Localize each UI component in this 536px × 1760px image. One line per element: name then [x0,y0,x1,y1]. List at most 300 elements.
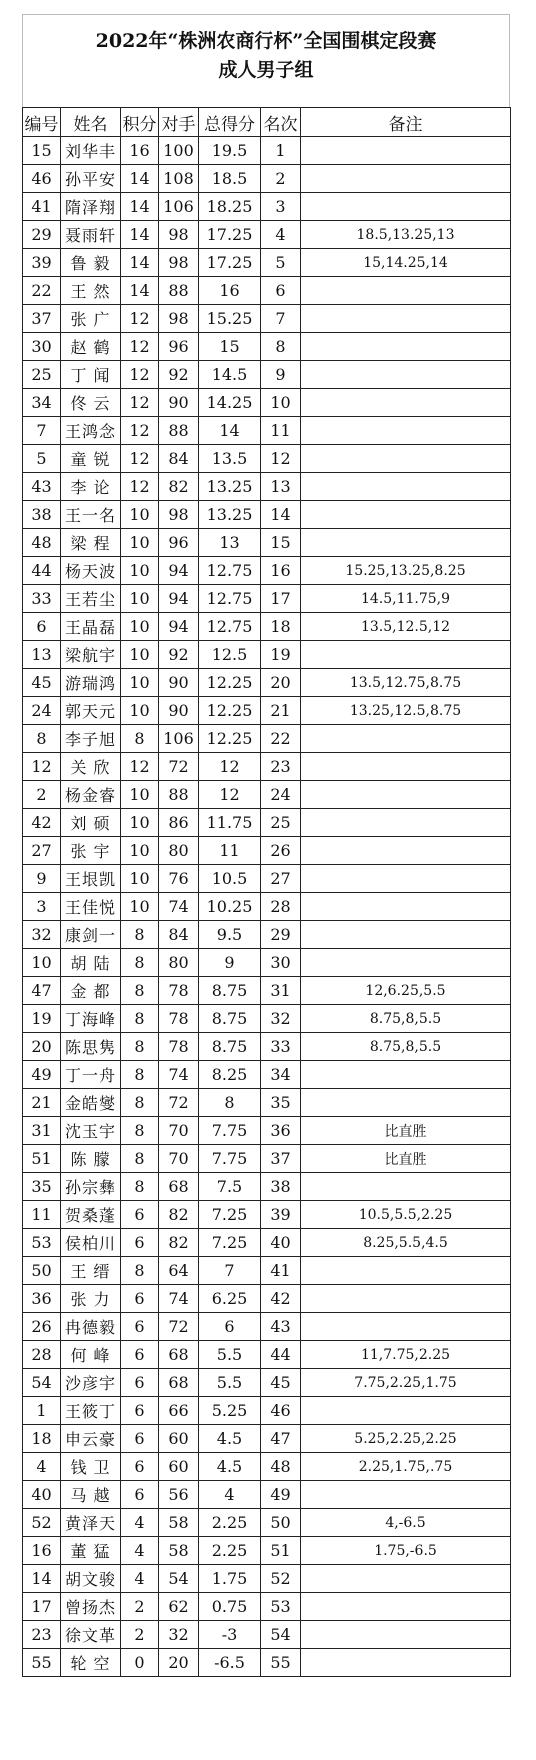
title-block [22,14,510,107]
points-cell: 12 [121,417,159,445]
points-cell: 12 [121,473,159,501]
table-row [23,725,511,753]
rank-cell: 31 [261,977,301,1005]
table-row [23,1425,511,1453]
table-body [23,137,511,1677]
note-cell: 4,-6.5 [301,1509,511,1537]
player-id-cell: 8 [23,725,61,753]
player-id-cell: 10 [23,949,61,977]
points-cell: 8 [121,1005,159,1033]
points-cell: 6 [121,1341,159,1369]
player-name-cell: 胡 陆 [61,949,121,977]
opponent-score-cell: 78 [159,1005,199,1033]
table-row [23,1565,511,1593]
player-id-cell: 34 [23,389,61,417]
player-id-cell: 37 [23,305,61,333]
rank-cell: 36 [261,1117,301,1145]
column-header: 积分 [121,108,159,137]
opponent-score-cell: 60 [159,1453,199,1481]
opponent-score-cell: 96 [159,333,199,361]
points-cell: 10 [121,557,159,585]
player-id-cell: 55 [23,1649,61,1677]
player-id-cell: 33 [23,585,61,613]
total-score-cell: 17.25 [199,221,261,249]
rank-cell: 14 [261,501,301,529]
group-subtitle: 成人男子组 [218,59,314,81]
note-cell [301,473,511,501]
points-cell: 14 [121,165,159,193]
rank-cell: 45 [261,1369,301,1397]
table-row [23,249,511,277]
opponent-score-cell: 72 [159,1313,199,1341]
total-score-cell: 8.75 [199,1033,261,1061]
opponent-score-cell: 70 [159,1117,199,1145]
player-id-cell: 21 [23,1089,61,1117]
rank-cell: 8 [261,333,301,361]
opponent-score-cell: 66 [159,1397,199,1425]
player-name-cell: 王垠凯 [61,865,121,893]
total-score-cell: 7.75 [199,1117,261,1145]
opponent-score-cell: 98 [159,249,199,277]
player-name-cell: 陈 朦 [61,1145,121,1173]
player-id-cell: 9 [23,865,61,893]
note-cell: 比直胜 [301,1117,511,1145]
total-score-cell: 13.25 [199,473,261,501]
player-name-cell: 曾扬杰 [61,1593,121,1621]
total-score-cell: 14 [199,417,261,445]
note-cell: 8.75,8,5.5 [301,1033,511,1061]
table-row [23,1341,511,1369]
points-cell: 14 [121,193,159,221]
table-row [23,1481,511,1509]
note-cell: 11,7.75,2.25 [301,1341,511,1369]
player-name-cell: 康剑一 [61,921,121,949]
rank-cell: 30 [261,949,301,977]
player-name-cell: 王鸿念 [61,417,121,445]
opponent-score-cell: 94 [159,557,199,585]
total-score-cell: 12.75 [199,613,261,641]
player-id-cell: 24 [23,697,61,725]
total-score-cell: 17.25 [199,249,261,277]
rank-cell: 13 [261,473,301,501]
opponent-score-cell: 84 [159,921,199,949]
column-header: 名次 [261,108,301,137]
points-cell: 8 [121,949,159,977]
note-cell [301,445,511,473]
total-score-cell: 7.25 [199,1229,261,1257]
total-score-cell: -6.5 [199,1649,261,1677]
player-name-cell: 沈玉宇 [61,1117,121,1145]
player-id-cell: 54 [23,1369,61,1397]
note-cell [301,1089,511,1117]
player-name-cell: 童 锐 [61,445,121,473]
total-score-cell: 2.25 [199,1537,261,1565]
note-cell [301,305,511,333]
player-name-cell: 金 都 [61,977,121,1005]
rank-cell: 17 [261,585,301,613]
player-id-cell: 43 [23,473,61,501]
note-cell: 13.5,12.75,8.75 [301,669,511,697]
player-name-cell: 黄泽天 [61,1509,121,1537]
opponent-score-cell: 86 [159,809,199,837]
rank-cell: 9 [261,361,301,389]
player-id-cell: 32 [23,921,61,949]
player-id-cell: 15 [23,137,61,165]
opponent-score-cell: 68 [159,1341,199,1369]
opponent-score-cell: 56 [159,1481,199,1509]
player-id-cell: 25 [23,361,61,389]
player-name-cell: 胡文骏 [61,1565,121,1593]
column-header: 总得分 [199,108,261,137]
total-score-cell: -3 [199,1621,261,1649]
note-cell [301,837,511,865]
note-cell: 10.5,5.5,2.25 [301,1201,511,1229]
points-cell: 10 [121,865,159,893]
player-name-cell: 李子旭 [61,725,121,753]
note-cell [301,921,511,949]
opponent-score-cell: 62 [159,1593,199,1621]
player-name-cell: 鲁 毅 [61,249,121,277]
player-name-cell: 王 缙 [61,1257,121,1285]
note-cell: 比直胜 [301,1145,511,1173]
note-cell [301,417,511,445]
total-score-cell: 15 [199,333,261,361]
player-id-cell: 39 [23,249,61,277]
note-cell: 13.5,12.5,12 [301,613,511,641]
player-id-cell: 11 [23,1201,61,1229]
points-cell: 4 [121,1537,159,1565]
note-cell [301,193,511,221]
total-score-cell: 7.5 [199,1173,261,1201]
rank-cell: 25 [261,809,301,837]
points-cell: 6 [121,1201,159,1229]
column-header: 备注 [301,108,511,137]
player-name-cell: 游瑞鸿 [61,669,121,697]
player-id-cell: 52 [23,1509,61,1537]
player-name-cell: 钱 卫 [61,1453,121,1481]
table-row [23,1229,511,1257]
opponent-score-cell: 106 [159,725,199,753]
points-cell: 8 [121,725,159,753]
total-score-cell: 11.75 [199,809,261,837]
note-cell: 8.25,5.5,4.5 [301,1229,511,1257]
player-id-cell: 12 [23,753,61,781]
points-cell: 10 [121,613,159,641]
table-row [23,669,511,697]
rank-cell: 7 [261,305,301,333]
points-cell: 16 [121,137,159,165]
player-name-cell: 金皓燮 [61,1089,121,1117]
table-row [23,1453,511,1481]
opponent-score-cell: 98 [159,221,199,249]
total-score-cell: 8 [199,1089,261,1117]
table-row [23,809,511,837]
rank-cell: 10 [261,389,301,417]
rank-cell: 48 [261,1453,301,1481]
total-score-cell: 12.25 [199,697,261,725]
rank-cell: 43 [261,1313,301,1341]
points-cell: 10 [121,697,159,725]
opponent-score-cell: 90 [159,389,199,417]
rank-cell: 4 [261,221,301,249]
table-row [23,333,511,361]
rank-cell: 53 [261,1593,301,1621]
rank-cell: 49 [261,1481,301,1509]
rank-cell: 16 [261,557,301,585]
note-cell [301,1593,511,1621]
table-row [23,1313,511,1341]
points-cell: 12 [121,445,159,473]
opponent-score-cell: 74 [159,1061,199,1089]
table-row [23,1257,511,1285]
table-row [23,1397,511,1425]
rank-cell: 12 [261,445,301,473]
total-score-cell: 10.25 [199,893,261,921]
player-id-cell: 28 [23,1341,61,1369]
rank-cell: 29 [261,921,301,949]
player-id-cell: 23 [23,1621,61,1649]
table-row [23,1649,511,1677]
opponent-score-cell: 90 [159,669,199,697]
note-cell [301,949,511,977]
rank-cell: 23 [261,753,301,781]
total-score-cell: 14.25 [199,389,261,417]
points-cell: 12 [121,305,159,333]
rank-cell: 37 [261,1145,301,1173]
table-header-row [23,108,511,137]
points-cell: 6 [121,1425,159,1453]
player-id-cell: 6 [23,613,61,641]
note-cell [301,165,511,193]
rank-cell: 55 [261,1649,301,1677]
note-cell [301,361,511,389]
points-cell: 10 [121,893,159,921]
note-cell: 2.25,1.75,.75 [301,1453,511,1481]
total-score-cell: 9.5 [199,921,261,949]
table-row [23,753,511,781]
table-row [23,1061,511,1089]
opponent-score-cell: 74 [159,1285,199,1313]
opponent-score-cell: 94 [159,585,199,613]
points-cell: 8 [121,1117,159,1145]
points-cell: 8 [121,1145,159,1173]
rank-cell: 32 [261,1005,301,1033]
player-id-cell: 36 [23,1285,61,1313]
total-score-cell: 4 [199,1481,261,1509]
opponent-score-cell: 60 [159,1425,199,1453]
note-cell: 18.5,13.25,13 [301,221,511,249]
opponent-score-cell: 98 [159,501,199,529]
total-score-cell: 18.25 [199,193,261,221]
rank-cell: 1 [261,137,301,165]
opponent-score-cell: 94 [159,613,199,641]
total-score-cell: 14.5 [199,361,261,389]
points-cell: 6 [121,1313,159,1341]
player-id-cell: 44 [23,557,61,585]
rank-cell: 11 [261,417,301,445]
opponent-score-cell: 96 [159,529,199,557]
total-score-cell: 9 [199,949,261,977]
total-score-cell: 10.5 [199,865,261,893]
table-row [23,501,511,529]
points-cell: 8 [121,1173,159,1201]
player-id-cell: 27 [23,837,61,865]
player-id-cell: 7 [23,417,61,445]
opponent-score-cell: 78 [159,1033,199,1061]
note-cell: 1.75,-6.5 [301,1537,511,1565]
table-row [23,1621,511,1649]
total-score-cell: 12.25 [199,725,261,753]
player-name-cell: 贺桑蓬 [61,1201,121,1229]
note-cell [301,725,511,753]
opponent-score-cell: 64 [159,1257,199,1285]
note-cell: 8.75,8,5.5 [301,1005,511,1033]
player-name-cell: 董 猛 [61,1537,121,1565]
player-id-cell: 2 [23,781,61,809]
note-cell [301,333,511,361]
table-row [23,277,511,305]
note-cell [301,389,511,417]
column-header: 姓名 [61,108,121,137]
rank-cell: 18 [261,613,301,641]
points-cell: 6 [121,1453,159,1481]
player-id-cell: 4 [23,1453,61,1481]
opponent-score-cell: 80 [159,837,199,865]
total-score-cell: 12 [199,753,261,781]
player-id-cell: 49 [23,1061,61,1089]
player-id-cell: 17 [23,1593,61,1621]
player-name-cell: 隋泽翔 [61,193,121,221]
note-cell [301,1313,511,1341]
total-score-cell: 12.25 [199,669,261,697]
note-cell: 5.25,2.25,2.25 [301,1425,511,1453]
table-row [23,417,511,445]
player-id-cell: 40 [23,1481,61,1509]
table-row [23,1033,511,1061]
opponent-score-cell: 74 [159,893,199,921]
note-cell [301,893,511,921]
points-cell: 8 [121,977,159,1005]
player-id-cell: 45 [23,669,61,697]
table-row [23,1509,511,1537]
rank-cell: 34 [261,1061,301,1089]
player-id-cell: 29 [23,221,61,249]
points-cell: 8 [121,1089,159,1117]
points-cell: 8 [121,921,159,949]
rank-cell: 20 [261,669,301,697]
note-cell [301,1397,511,1425]
total-score-cell: 0.75 [199,1593,261,1621]
table-row [23,1537,511,1565]
opponent-score-cell: 58 [159,1509,199,1537]
player-id-cell: 53 [23,1229,61,1257]
total-score-cell: 1.75 [199,1565,261,1593]
player-name-cell: 孙宗彝 [61,1173,121,1201]
table-row [23,361,511,389]
table-row [23,1005,511,1033]
opponent-score-cell: 70 [159,1145,199,1173]
rank-cell: 5 [261,249,301,277]
opponent-score-cell: 76 [159,865,199,893]
note-cell [301,781,511,809]
table-row [23,529,511,557]
player-id-cell: 38 [23,501,61,529]
player-name-cell: 关 欣 [61,753,121,781]
points-cell: 14 [121,221,159,249]
table-row [23,641,511,669]
player-name-cell: 丁海峰 [61,1005,121,1033]
points-cell: 12 [121,389,159,417]
total-score-cell: 13.25 [199,501,261,529]
player-id-cell: 51 [23,1145,61,1173]
rank-cell: 26 [261,837,301,865]
table-row [23,1593,511,1621]
table-row [23,193,511,221]
total-score-cell: 18.5 [199,165,261,193]
points-cell: 6 [121,1369,159,1397]
total-score-cell: 4.5 [199,1425,261,1453]
note-cell: 15.25,13.25,8.25 [301,557,511,585]
table-row [23,977,511,1005]
player-name-cell: 孙平安 [61,165,121,193]
note-cell [301,501,511,529]
player-name-cell: 申云豪 [61,1425,121,1453]
table-row [23,1201,511,1229]
total-score-cell: 15.25 [199,305,261,333]
column-header: 对手 [159,108,199,137]
player-id-cell: 18 [23,1425,61,1453]
rank-cell: 15 [261,529,301,557]
opponent-score-cell: 100 [159,137,199,165]
table-row [23,1117,511,1145]
standings-sheet [22,14,510,1677]
player-name-cell: 佟 云 [61,389,121,417]
table-row [23,837,511,865]
table-row [23,1145,511,1173]
total-score-cell: 16 [199,277,261,305]
total-score-cell: 13.5 [199,445,261,473]
opponent-score-cell: 80 [159,949,199,977]
total-score-cell: 8.25 [199,1061,261,1089]
total-score-cell: 5.5 [199,1341,261,1369]
note-cell: 14.5,11.75,9 [301,585,511,613]
table-row [23,305,511,333]
rank-cell: 47 [261,1425,301,1453]
table-row [23,389,511,417]
player-name-cell: 何 峰 [61,1341,121,1369]
points-cell: 2 [121,1621,159,1649]
rank-cell: 38 [261,1173,301,1201]
total-score-cell: 4.5 [199,1453,261,1481]
player-name-cell: 沙彦宇 [61,1369,121,1397]
table-row [23,473,511,501]
player-id-cell: 46 [23,165,61,193]
player-id-cell: 42 [23,809,61,837]
player-name-cell: 王晶磊 [61,613,121,641]
player-id-cell: 48 [23,529,61,557]
opponent-score-cell: 78 [159,977,199,1005]
total-score-cell: 5.25 [199,1397,261,1425]
rank-cell: 51 [261,1537,301,1565]
total-score-cell: 7.25 [199,1201,261,1229]
table-row [23,1173,511,1201]
opponent-score-cell: 82 [159,1201,199,1229]
table-row [23,921,511,949]
table-row [23,697,511,725]
rank-cell: 21 [261,697,301,725]
player-id-cell: 22 [23,277,61,305]
player-id-cell: 13 [23,641,61,669]
